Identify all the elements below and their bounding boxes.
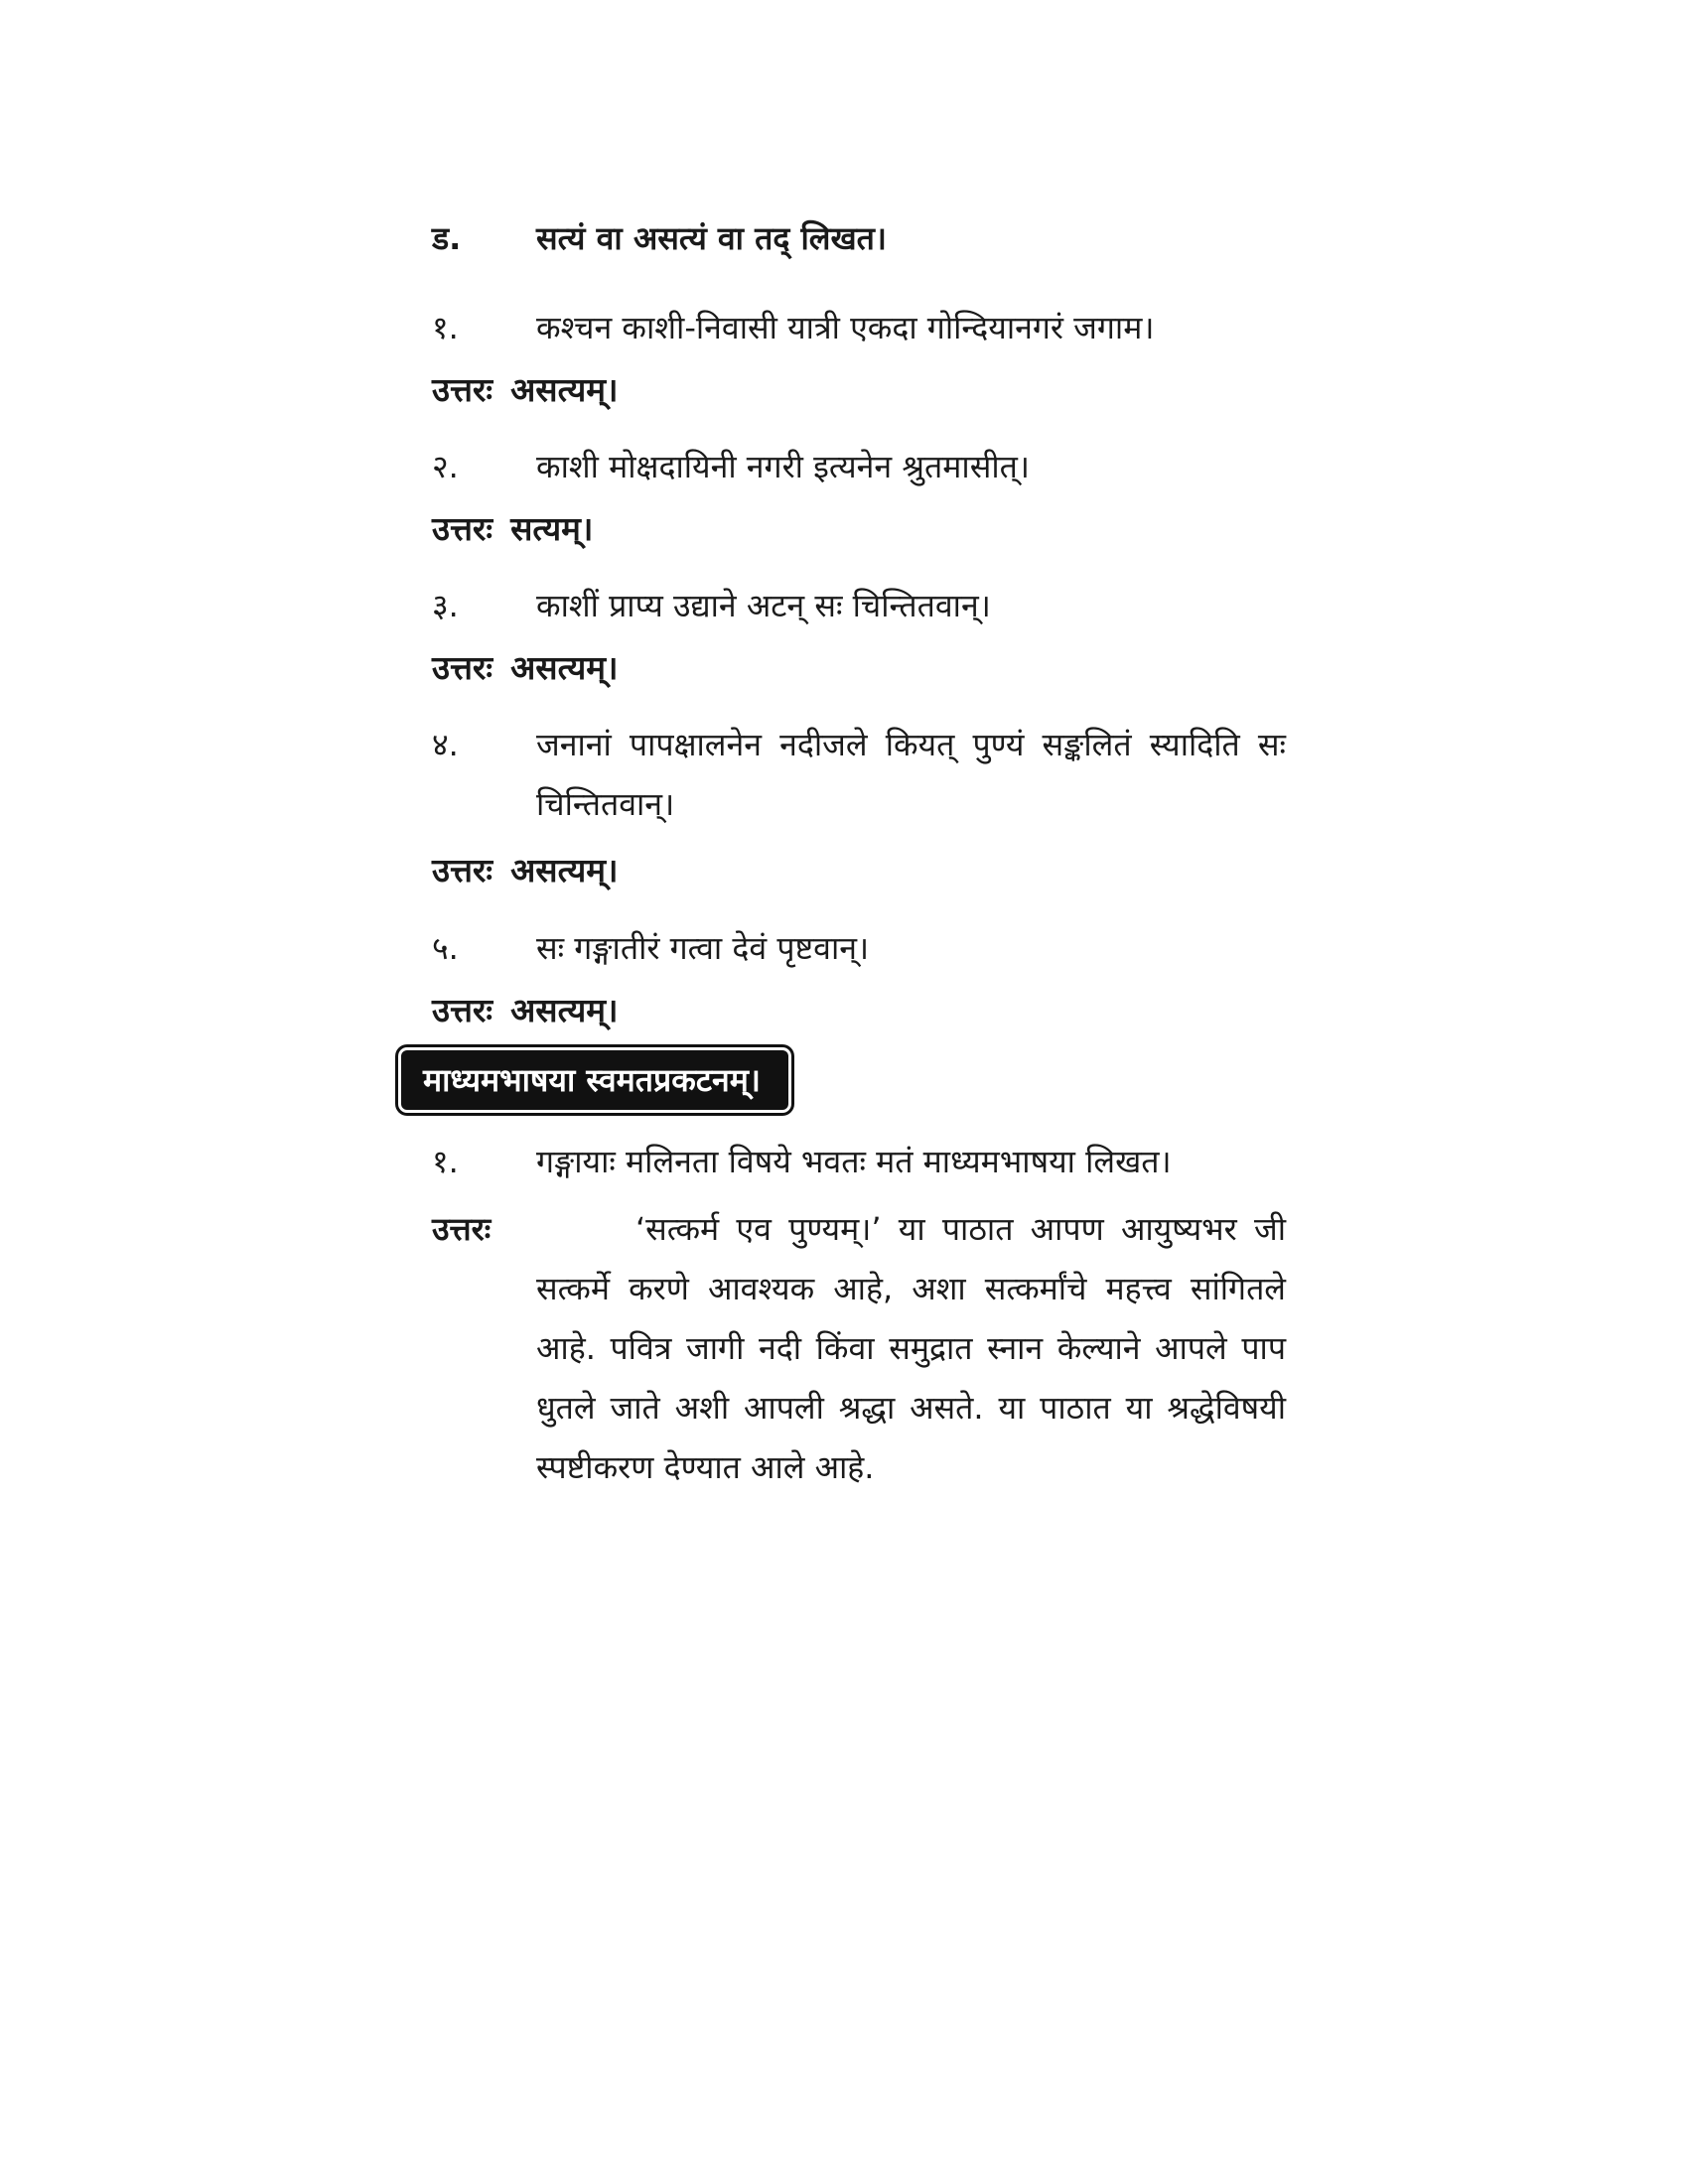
question-number: १. bbox=[432, 309, 459, 346]
question-number: ४. bbox=[432, 726, 459, 763]
answer-line bbox=[432, 846, 1286, 895]
answer-line bbox=[432, 504, 1286, 554]
answer-value: असत्यम्। bbox=[510, 991, 619, 1029]
answer-value: असत्यम्। bbox=[510, 851, 619, 889]
question-text: कश्चन काशी-निवासी यात्री एकदा गोन्दियानगरं जगाम। bbox=[536, 309, 1155, 346]
answer-line bbox=[432, 643, 1286, 693]
answer-label: उत्तरः bbox=[432, 370, 493, 409]
answer-line bbox=[432, 365, 1286, 415]
answer-paragraph-row bbox=[432, 1199, 1286, 1497]
question-number: ५. bbox=[432, 929, 459, 967]
answer-label: उत्तरः bbox=[432, 1210, 492, 1248]
answer-label: उत्तरः bbox=[432, 648, 493, 687]
answer-line bbox=[432, 986, 1286, 1035]
question-number: २. bbox=[432, 448, 459, 485]
answer-label: उत्तरः bbox=[432, 991, 493, 1029]
section-heading-row bbox=[432, 208, 1286, 268]
section-marker: ड. bbox=[432, 219, 462, 257]
answer-value: सत्यम्। bbox=[510, 509, 594, 548]
answer-label: उत्तरः bbox=[432, 509, 493, 548]
section-heading: सत्यं वा असत्यं वा तद् लिखत। bbox=[536, 219, 888, 257]
question-item bbox=[432, 437, 1286, 496]
question-text: जनानां पापक्षालनेन नदीजले कियत् पुण्यं सङ्कलितं स्यादिति सः चिन्तितवान्। bbox=[536, 726, 1286, 823]
question-item bbox=[432, 715, 1286, 834]
answer-paragraph: ‘सत्कर्म एव पुण्यम्।’ या पाठात आपण आयुष्यभर जी सत्कर्मे करणे आवश्यक आहे, अशा सत्कर्मांचे महत्त्व सांगितले आहे. पवित्र जागी नदी किंवा समुद्रात स्नान केल्याने आपले पाप धुतले जाते अशी आपली श्रद्धा असते. या पाठात या श्रद्धेविषयी स्पष्टीकरण देण्यात आले आहे. bbox=[536, 1210, 1286, 1486]
question-text: काशी मोक्षदायिनी नगरी इत्यनेन श्रुतमासीत्। bbox=[536, 448, 1030, 485]
question-text: सः गङ्गातीरं गत्वा देवं पृष्टवान्। bbox=[536, 929, 870, 967]
question-item bbox=[432, 1132, 1286, 1191]
answer-value: असत्यम्। bbox=[510, 648, 619, 687]
question-number: ३. bbox=[432, 587, 459, 624]
question-text: काशीं प्राप्य उद्याने अटन् सः चिन्तितवान्। bbox=[536, 587, 991, 624]
answer-value: असत्यम्। bbox=[510, 370, 619, 409]
question-text: गङ्गायाः मलिनता विषये भवतः मतं माध्यमभाषया लिखत। bbox=[536, 1143, 1172, 1180]
answer-label: उत्तरः bbox=[432, 851, 493, 889]
section-banner: माध्यमभाषया स्वमतप्रकटनम्। bbox=[401, 1050, 788, 1110]
question-item bbox=[432, 918, 1286, 978]
question-item bbox=[432, 576, 1286, 635]
question-item bbox=[432, 298, 1286, 357]
question-number: १. bbox=[432, 1143, 459, 1180]
